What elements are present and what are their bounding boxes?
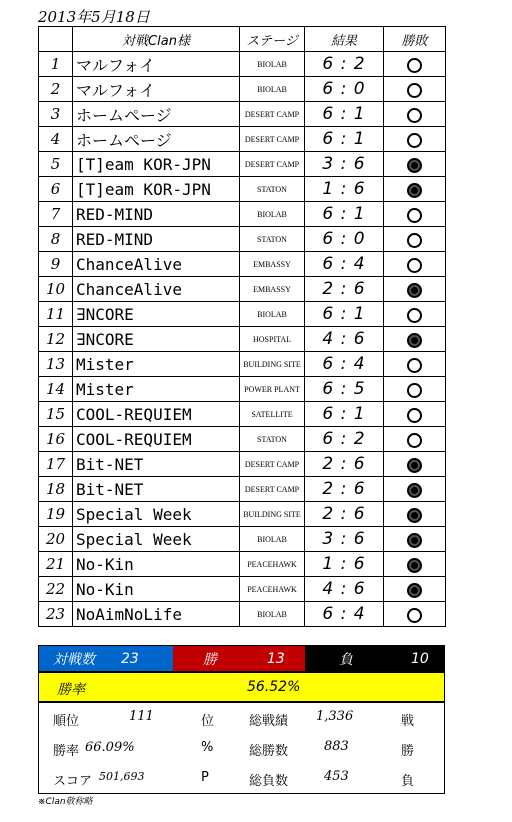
totals-bar: [38, 645, 445, 672]
match-result: 6 : 2: [305, 427, 384, 452]
rank-unit: 位: [201, 714, 215, 729]
header-clan: 対戦Clan様: [73, 27, 240, 52]
matches-cell: [39, 646, 173, 671]
clan-name: RED-MIND: [73, 227, 240, 252]
match-result: 6 : 5: [305, 377, 384, 402]
row-number: 5: [39, 152, 73, 177]
score-label: スコア: [53, 774, 93, 789]
total-label: 総戦績: [249, 714, 289, 729]
win-loss-cell: [384, 152, 446, 177]
win-circle-icon: [407, 383, 422, 398]
win-circle-icon: [407, 133, 422, 148]
table-row: [39, 577, 446, 602]
clan-name: ホームページ: [73, 102, 240, 127]
stage-name: BIOLAB: [240, 302, 305, 327]
header-win-loss: 勝敗: [384, 27, 446, 52]
row-number: 14: [39, 377, 73, 402]
wins-value: 13: [267, 650, 285, 667]
stage-name: STATON: [240, 177, 305, 202]
clan-name: [T]eam KOR-JPN: [73, 152, 240, 177]
loss-circle-icon: [407, 158, 422, 173]
clan-name: Special Week: [73, 502, 240, 527]
row-number: 11: [39, 302, 73, 327]
win-loss-cell: [384, 127, 446, 152]
match-result: 6 : 1: [305, 127, 384, 152]
clan-name: Bit-NET: [73, 452, 240, 477]
report-date: 2013年5月18日: [38, 8, 150, 26]
rank-label: 順位: [53, 714, 80, 729]
row-number: 21: [39, 552, 73, 577]
match-result: 6 : 1: [305, 102, 384, 127]
table-row: [39, 102, 446, 127]
stage-name: BIOLAB: [240, 52, 305, 77]
win-loss-cell: [384, 577, 446, 602]
table-row: [39, 527, 446, 552]
stage-name: PEACEHAWK: [240, 552, 305, 577]
match-result: 6 : 4: [305, 252, 384, 277]
win-loss-cell: [384, 377, 446, 402]
table-row: [39, 477, 446, 502]
stage-name: BIOLAB: [240, 527, 305, 552]
table-row: [39, 127, 446, 152]
stage-name: PEACEHAWK: [240, 577, 305, 602]
stage-name: BIOLAB: [240, 202, 305, 227]
win-loss-cell: [384, 502, 446, 527]
stage-name: EMBASSY: [240, 277, 305, 302]
stage-name: HOSPITAL: [240, 327, 305, 352]
stage-name: BIOLAB: [240, 77, 305, 102]
row-number: 19: [39, 502, 73, 527]
stage-name: SATELLITE: [240, 402, 305, 427]
win-loss-cell: [384, 477, 446, 502]
win-circle-icon: [407, 233, 422, 248]
wins-cell: [173, 646, 305, 671]
win-loss-cell: [384, 77, 446, 102]
table-row: [39, 277, 446, 302]
match-table: [38, 26, 446, 627]
total-unit: 戦: [401, 714, 415, 729]
row-number: 12: [39, 327, 73, 352]
stats-panel: [38, 702, 445, 794]
table-row: [39, 352, 446, 377]
totalwins-value: 883: [324, 739, 349, 754]
header-result: 結果: [305, 27, 384, 52]
wins-label: 勝: [203, 651, 217, 668]
row-number: 16: [39, 427, 73, 452]
stage-name: DESERT CAMP: [240, 102, 305, 127]
table-row: [39, 202, 446, 227]
clan-name: NoAimNoLife: [73, 602, 240, 627]
loss-circle-icon: [407, 183, 422, 198]
losses-value: 10: [411, 650, 429, 667]
match-result: 1 : 6: [305, 552, 384, 577]
header-no: [39, 27, 73, 52]
win-loss-cell: [384, 427, 446, 452]
stage-name: DESERT CAMP: [240, 127, 305, 152]
row-number: 8: [39, 227, 73, 252]
clan-name: ChanceAlive: [73, 277, 240, 302]
win-loss-cell: [384, 177, 446, 202]
clan-name: COOL-REQUIEM: [73, 427, 240, 452]
loss-circle-icon: [407, 283, 422, 298]
table-row: [39, 227, 446, 252]
match-result: 4 : 6: [305, 327, 384, 352]
row-number: 22: [39, 577, 73, 602]
win-rate-label: 勝率: [57, 682, 85, 698]
win-loss-cell: [384, 352, 446, 377]
table-row: [39, 302, 446, 327]
table-row: [39, 427, 446, 452]
stage-name: EMBASSY: [240, 252, 305, 277]
table-row: [39, 452, 446, 477]
table-row: [39, 602, 446, 627]
match-result: 2 : 6: [305, 277, 384, 302]
match-result: 2 : 6: [305, 452, 384, 477]
clan-name: マルフォイ: [73, 52, 240, 77]
match-result: 2 : 6: [305, 502, 384, 527]
win-loss-cell: [384, 252, 446, 277]
clan-name: Mister: [73, 377, 240, 402]
win-loss-cell: [384, 602, 446, 627]
win-circle-icon: [407, 208, 422, 223]
win-circle-icon: [407, 258, 422, 273]
matches-label: 対戦数: [53, 651, 95, 668]
win-circle-icon: [407, 83, 422, 98]
stage-name: BUILDING SITE: [240, 352, 305, 377]
clan-name: ∃NCORE: [73, 302, 240, 327]
totalwins-unit: 勝: [401, 744, 415, 759]
table-row: [39, 152, 446, 177]
win-circle-icon: [407, 58, 422, 73]
footnote: ※Clan敬称略: [38, 797, 93, 807]
match-result: 6 : 4: [305, 352, 384, 377]
score-value: 501,693: [99, 770, 145, 783]
row-number: 23: [39, 602, 73, 627]
row-number: 6: [39, 177, 73, 202]
row-number: 10: [39, 277, 73, 302]
win-rate-value: 56.52%: [247, 679, 301, 695]
match-result: 6 : 0: [305, 227, 384, 252]
table-row: [39, 377, 446, 402]
stage-name: DESERT CAMP: [240, 477, 305, 502]
table-row: [39, 327, 446, 352]
match-result: 6 : 1: [305, 202, 384, 227]
win-loss-cell: [384, 527, 446, 552]
loss-circle-icon: [407, 458, 422, 473]
row-number: 18: [39, 477, 73, 502]
totallosses-label: 総負数: [249, 774, 289, 789]
loss-circle-icon: [407, 483, 422, 498]
win-circle-icon: [407, 608, 422, 623]
stage-name: POWER PLANT: [240, 377, 305, 402]
winrate-unit: %: [201, 740, 214, 755]
stage-name: BUILDING SITE: [240, 502, 305, 527]
clan-name: ホームページ: [73, 127, 240, 152]
row-number: 13: [39, 352, 73, 377]
match-result: 3 : 6: [305, 527, 384, 552]
table-row: [39, 552, 446, 577]
win-circle-icon: [407, 408, 422, 423]
total-value: 1,336: [316, 709, 354, 724]
stage-name: STATON: [240, 227, 305, 252]
stage-name: STATON: [240, 427, 305, 452]
win-loss-cell: [384, 227, 446, 252]
row-number: 2: [39, 77, 73, 102]
totalwins-label: 総勝数: [249, 744, 289, 759]
match-result: 6 : 4: [305, 602, 384, 627]
match-result: 1 : 6: [305, 177, 384, 202]
row-number: 20: [39, 527, 73, 552]
row-number: 7: [39, 202, 73, 227]
match-result: 6 : 0: [305, 77, 384, 102]
row-number: 1: [39, 52, 73, 77]
winrate-label: 勝率: [53, 744, 80, 759]
stage-name: BIOLAB: [240, 602, 305, 627]
loss-circle-icon: [407, 508, 422, 523]
table-row: [39, 52, 446, 77]
clan-name: ChanceAlive: [73, 252, 240, 277]
clan-name: マルフォイ: [73, 77, 240, 102]
match-result: 4 : 6: [305, 577, 384, 602]
stage-name: DESERT CAMP: [240, 152, 305, 177]
matches-value: 23: [121, 650, 139, 667]
clan-name: No-Kin: [73, 552, 240, 577]
win-loss-cell: [384, 52, 446, 77]
win-loss-cell: [384, 277, 446, 302]
losses-label: 負: [339, 651, 353, 668]
header-row: [39, 27, 446, 52]
win-circle-icon: [407, 433, 422, 448]
stage-name: DESERT CAMP: [240, 452, 305, 477]
win-loss-cell: [384, 402, 446, 427]
row-number: 15: [39, 402, 73, 427]
loss-circle-icon: [407, 533, 422, 548]
clan-name: ∃NCORE: [73, 327, 240, 352]
win-loss-cell: [384, 552, 446, 577]
clan-name: [T]eam KOR-JPN: [73, 177, 240, 202]
table-row: [39, 252, 446, 277]
match-result: 6 : 2: [305, 52, 384, 77]
match-result: 2 : 6: [305, 477, 384, 502]
win-loss-cell: [384, 202, 446, 227]
clan-name: Special Week: [73, 527, 240, 552]
table-row: [39, 77, 446, 102]
win-loss-cell: [384, 302, 446, 327]
table-row: [39, 502, 446, 527]
clan-name: Mister: [73, 352, 240, 377]
win-loss-cell: [384, 452, 446, 477]
row-number: 17: [39, 452, 73, 477]
row-number: 9: [39, 252, 73, 277]
loss-circle-icon: [407, 333, 422, 348]
table-row: [39, 402, 446, 427]
row-number: 4: [39, 127, 73, 152]
win-loss-cell: [384, 327, 446, 352]
clan-name: Bit-NET: [73, 477, 240, 502]
match-result: 6 : 1: [305, 302, 384, 327]
losses-cell: [305, 646, 444, 671]
score-unit: P: [201, 770, 209, 785]
win-circle-icon: [407, 108, 422, 123]
clan-name: RED-MIND: [73, 202, 240, 227]
loss-circle-icon: [407, 583, 422, 598]
win-circle-icon: [407, 308, 422, 323]
win-rate-bar: [38, 672, 445, 702]
clan-name: No-Kin: [73, 577, 240, 602]
header-stage: ステージ: [240, 27, 305, 52]
match-result: 6 : 1: [305, 402, 384, 427]
winrate-value: 66.09%: [85, 740, 135, 755]
totallosses-value: 453: [324, 769, 349, 784]
loss-circle-icon: [407, 558, 422, 573]
match-result: 3 : 6: [305, 152, 384, 177]
win-circle-icon: [407, 358, 422, 373]
rank-value: 111: [129, 709, 154, 724]
table-row: [39, 177, 446, 202]
clan-name: COOL-REQUIEM: [73, 402, 240, 427]
win-loss-cell: [384, 102, 446, 127]
totallosses-unit: 負: [401, 774, 415, 789]
row-number: 3: [39, 102, 73, 127]
